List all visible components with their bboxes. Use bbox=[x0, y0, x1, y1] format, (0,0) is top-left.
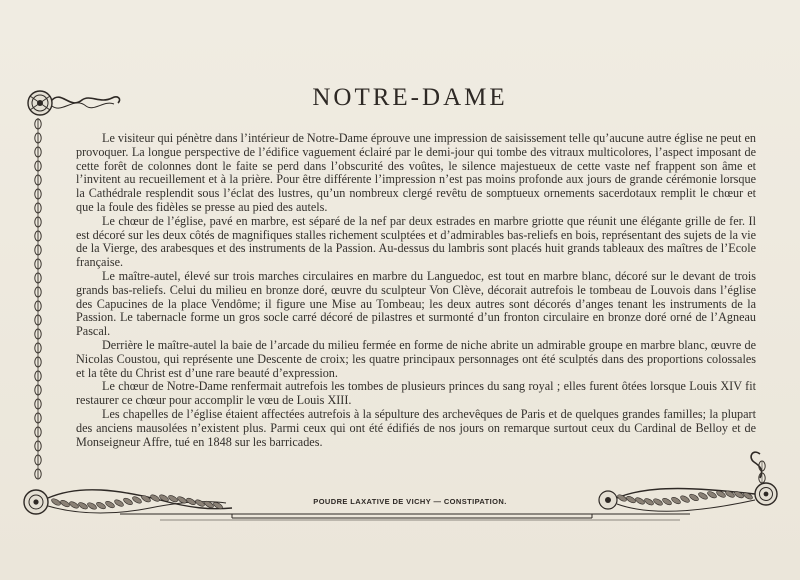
garland-leaf bbox=[50, 497, 61, 506]
chain-bead bbox=[759, 473, 765, 483]
right-hook-ornament bbox=[751, 452, 765, 483]
garland-leaf bbox=[104, 500, 115, 509]
paragraph: Le maître-autel, élevé sur trois marches circulaires en marbre du Languedoc, est tout en marbre blanc, décoré sur le devant de trois grands bas-reliefs. Celui du milieu en bronze doré, œuvre du sculpteur Von Clève, décorait autrefois le tombeau de Louvois dans l’église des Capucines de la place Vendôme; il figure une Mise au Tombeau; les deux autres sont décorés d’anges tenant les instruments de la Passion. Le tabernacle forme un gros socle carré décoré de pilastres et surmonté d’un fronton circulaire en bronze doré orné de l’Agneau Pascal. bbox=[76, 268, 756, 339]
chain-bead bbox=[35, 175, 41, 185]
garland-leaf bbox=[149, 494, 160, 503]
chain-bead bbox=[35, 217, 41, 227]
garland-leaf bbox=[661, 497, 672, 506]
article-body bbox=[76, 132, 756, 449]
advertisement-footer: POUDRE LAXATIVE DE VICHY — CONSTIPATION. bbox=[313, 497, 507, 506]
chain-bead bbox=[35, 399, 41, 409]
chain-bead bbox=[35, 203, 41, 213]
garland-leaf bbox=[634, 496, 645, 505]
garland-leaf bbox=[652, 497, 663, 506]
chain-bead bbox=[35, 133, 41, 143]
bottom-right-garland-ornament bbox=[599, 483, 777, 511]
chain-bead bbox=[35, 287, 41, 297]
chain-bead bbox=[35, 385, 41, 395]
garland-leaf bbox=[95, 501, 106, 510]
garland-leaf bbox=[185, 497, 196, 506]
bottom-left-garland-ornament bbox=[24, 490, 232, 514]
garland-leaf bbox=[113, 499, 124, 508]
garland-leaf bbox=[59, 499, 70, 508]
chain-bead bbox=[35, 119, 41, 129]
chain-bead bbox=[35, 315, 41, 325]
chain-bead bbox=[35, 273, 41, 283]
garland-leaf bbox=[131, 495, 142, 504]
garland-leaf bbox=[643, 497, 654, 506]
chain-bead bbox=[35, 189, 41, 199]
paragraph: Le chœur de Notre-Dame renfermait autrefois les tombes de plusieurs princes du sang royal ; elles furent ôtées lorsque Louis XIV fit restaurer ce chœur pour accomplir le vœu de Louis XIII. bbox=[76, 379, 756, 408]
garland-leaf bbox=[706, 490, 717, 499]
page-title: NOTRE-DAME bbox=[312, 84, 508, 111]
garland-leaf bbox=[697, 491, 708, 500]
garland-leaf bbox=[77, 501, 88, 510]
garland-leaf bbox=[733, 490, 744, 499]
garland-leaf bbox=[670, 496, 681, 505]
garland-leaf bbox=[86, 501, 97, 510]
chain-bead bbox=[35, 329, 41, 339]
chain-bead bbox=[35, 343, 41, 353]
chain-bead bbox=[35, 259, 41, 269]
garland-leaf bbox=[122, 497, 133, 506]
chain-bead bbox=[35, 161, 41, 171]
chain-bead bbox=[35, 357, 41, 367]
garland-leaf bbox=[140, 494, 151, 503]
chain-bead bbox=[35, 413, 41, 423]
chain-bead bbox=[35, 231, 41, 241]
bottom-frame bbox=[120, 514, 690, 520]
garland-leaf bbox=[688, 493, 699, 502]
left-chain-ornament bbox=[35, 118, 41, 479]
chain-bead bbox=[35, 455, 41, 465]
garland-leaf bbox=[625, 495, 636, 504]
chain-bead bbox=[35, 147, 41, 157]
paragraph: Derrière le maître-autel la baie de l’arcade du milieu fermée en forme de niche abrite un admirable groupe en marbre blanc, œuvre de Nicolas Coustou, qui représente une Descente de croix; les quatre principaux personnages ont été sculptés dans des proportions colossales et la tête du Christ est d’une rare beauté d’expression. bbox=[76, 337, 756, 380]
garland-leaf bbox=[194, 498, 205, 507]
chain-bead bbox=[35, 245, 41, 255]
top-left-rosette-icon bbox=[28, 91, 120, 115]
chain-bead bbox=[35, 427, 41, 437]
paragraph: Les chapelles de l’église étaient affectées autrefois à la sépulture des archevêques de Paris et de quelques grandes familles; la plupart des anciens mausolées n’existent plus. Parmi ceux qui ont été édifiés de nos jours on remarque surtout ceux du Cardinal de Belloy et de Monseigneur Affre, tué en 1848 sur les barricades. bbox=[76, 406, 756, 449]
chain-bead bbox=[35, 469, 41, 479]
chain-bead bbox=[35, 301, 41, 311]
chain-bead bbox=[35, 441, 41, 451]
chain-bead bbox=[35, 371, 41, 381]
garland-leaf bbox=[679, 495, 690, 504]
paragraph: Le chœur de l’église, pavé en marbre, est séparé de la nef par deux estrades en marbre griotte que réunit une élégante grille de fer. Il est décoré sur les deux côtés de magnifiques stalles richement sculptées et d’admirables bas-reliefs en bois, représentant des sujets de la vie de la Vierge, des arabesques et des instruments de la Passion. Au-dessus du lambris sont placés huit grands tableaux des maîtres de l’Ecole française. bbox=[76, 213, 756, 270]
paragraph: Le visiteur qui pénètre dans l’intérieur de Notre-Dame éprouve une impression de saisissement telle qu’aucune autre église ne peut en provoquer. La longue perspective de l’édifice vaguement éclairé par le demi-jour qui tombe des vitraux multicolores, l’aspect imposant de cette forêt de colonnes dont le faite se perd dans l’obscurité des voûtes, le silence majestueux de cette vaste nef frappent son âme et l’invitent au recueillement et à la prière. Pour être différente l’impression n’est pas moins profonde aux jours de grande cérémonie lorsque la Cathédrale resplendit sous l’éclat des lustres, qu’un nombreux clergé revêtu de somptueux ornements sacerdotaux remplit le chœur et que la foule des fidèles se presse au pied des autels. bbox=[76, 131, 756, 214]
garland-leaf bbox=[68, 500, 79, 509]
